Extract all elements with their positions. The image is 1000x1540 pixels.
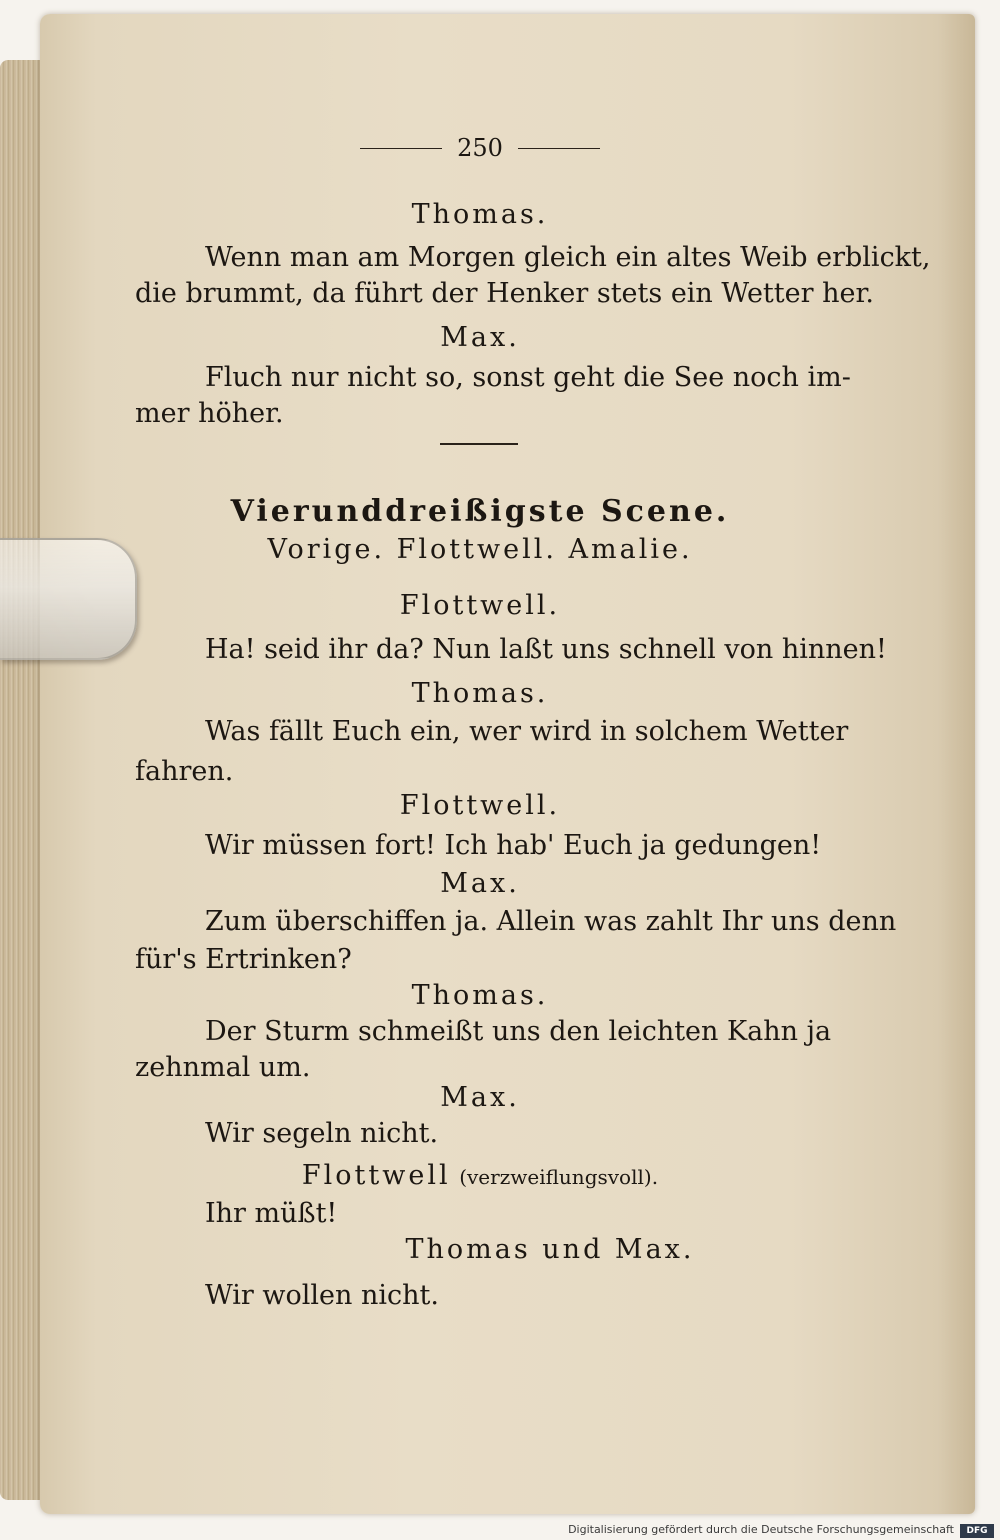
- speaker-with-direction: [135, 1156, 825, 1197]
- speaker-name: Thomas und Max.: [405, 1234, 695, 1265]
- text-line: Zum überschiffen ja. Allein was zahlt Ihr uns denn: [205, 906, 897, 937]
- text-line: für's Ertrinken?: [135, 944, 352, 975]
- text-line: zehnmal um.: [135, 1052, 311, 1083]
- scene-heading: Vierunddreißigste Scene.: [230, 494, 730, 529]
- speaker-name: Max.: [440, 322, 520, 353]
- text-line: fahren.: [135, 756, 234, 787]
- speaker-name: Max.: [440, 868, 520, 899]
- page-holder-clip: [0, 538, 137, 660]
- dfg-logo: DFG: [960, 1524, 994, 1538]
- speaker-name: Thomas.: [411, 980, 549, 1011]
- text-line: die brummt, da führt der Henker stets ein Wetter her.: [135, 278, 874, 309]
- text-line: Wir segeln nicht.: [205, 1118, 439, 1149]
- text-line: Ihr müßt!: [205, 1198, 338, 1229]
- speaker-name: Flottwell.: [399, 790, 561, 821]
- text-line: Ha! seid ihr da? Nun laßt uns schnell von hinnen!: [205, 634, 887, 665]
- text-line: mer höher.: [135, 398, 284, 429]
- digitization-credit: Digitalisierung gefördert durch die Deutsche Forschungsgemeinschaft: [568, 1523, 954, 1536]
- stage-characters: Vorige. Flottwell. Amalie.: [267, 534, 693, 565]
- page-text: [135, 0, 931, 1540]
- speaker-name: Flottwell.: [399, 590, 561, 621]
- text-line: Wir wollen nicht.: [205, 1280, 439, 1311]
- text-line: Der Sturm schmeißt uns den leichten Kahn ja: [205, 1016, 832, 1047]
- page-number: 250: [457, 134, 503, 162]
- text-line: Wir müssen fort! Ich hab' Euch ja gedungen!: [205, 830, 822, 861]
- text-line: Was fällt Euch ein, wer wird in solchem Wetter: [205, 716, 849, 747]
- stage-direction: (verzweiflungsvoll).: [459, 1165, 659, 1189]
- speaker-name: Thomas.: [411, 678, 549, 709]
- speaker-name: Max.: [440, 1082, 520, 1113]
- speaker-name: Thomas.: [411, 199, 549, 230]
- speaker-name: Flottwell: [301, 1160, 451, 1191]
- text-line: Wenn man am Morgen gleich ein altes Weib erblickt,: [205, 242, 931, 273]
- text-line: Fluch nur nicht so, sonst geht die See noch im-: [205, 362, 851, 393]
